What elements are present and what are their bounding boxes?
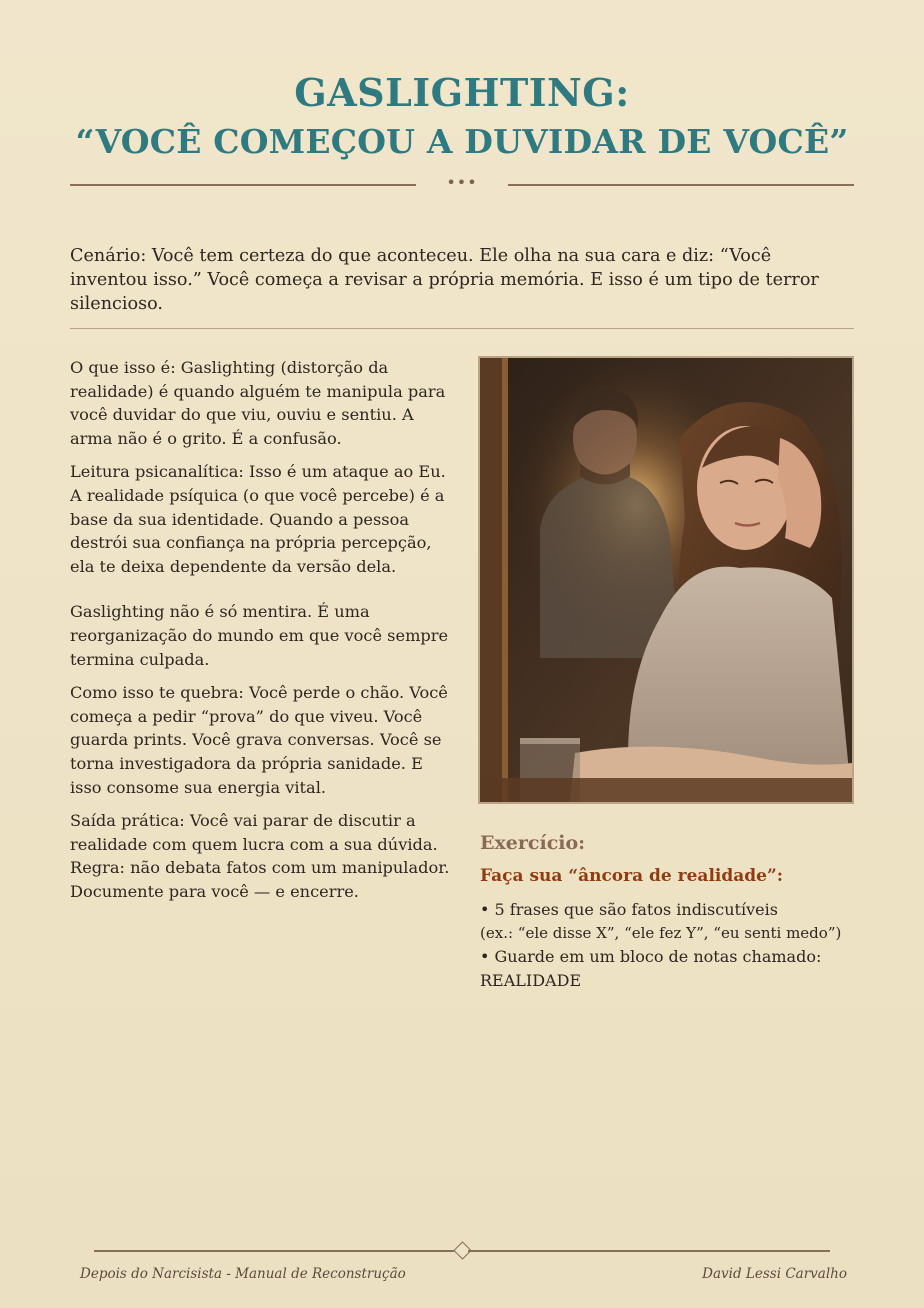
psychoanalytic-paragraph: Leitura psicanalítica: Isso é um ataque ao Eu. A realidade psíquica (o que você percebe) é a base da sua identidade. Quando a pessoa destrói sua confiança na própria percepção, ela te deixa dependente da versão dela. <box>70 462 446 576</box>
page-title: GASLIGHTING: <box>294 70 630 115</box>
exercise-list <box>480 898 860 992</box>
how-it-breaks-paragraph: Como isso te quebra: Você perde o chão. Você começa a pedir “prova” do que viveu. Você guarda prints. Você grava conversas. Você se torna investigadora da própria sanidade. E isso consome sua energia vital. <box>70 683 448 797</box>
title-divider-right <box>508 184 854 186</box>
intro-paragraph: Cenário: Você tem certeza do que aconteceu. Ele olha na sua cara e diz: “Você inventou isso.” Você começa a revisar a própria memória. E isso é um tipo de terror silencioso. <box>70 246 819 314</box>
footer-author: David Lessi Carvalho <box>702 1266 847 1282</box>
exercise-item-notes-name: REALIDADE <box>480 970 582 990</box>
left-column <box>70 356 450 903</box>
not-just-lies-paragraph: Gaslighting não é só mentira. É uma reorganização do mundo em que você sempre termina culpada. <box>70 602 449 669</box>
exercise-item-notes: • Guarde em um bloco de notas chamado: <box>480 947 822 966</box>
practical-exit-paragraph: Saída prática: Você vai parar de discutir a realidade com quem lucra com a sua dúvida. <box>70 811 438 854</box>
title-divider-ornament: ••• <box>446 173 478 192</box>
exercise-item-facts: • 5 frases que são fatos indiscutíveis <box>480 900 778 919</box>
exercise-subtitle: Faça sua “âncora de realidade”: <box>480 866 784 886</box>
exercise-title: Exercício: <box>480 832 586 854</box>
illustration-woman-mirror <box>480 358 852 802</box>
rule-paragraph: Regra: não debata fatos com um manipulador. Documente para você — e encerre. <box>70 858 450 901</box>
exercise-item-facts-example: (ex.: “ele disse X”, “ele fez Y”, “eu senti medo”) <box>480 923 842 942</box>
definition-paragraph: O que isso é: Gaslighting (distorção da realidade) é quando alguém te manipula para você duvidar do que viu, ouviu e sentiu. A arma não é o grito. É a confusão. <box>70 358 446 448</box>
intro-divider <box>70 328 854 329</box>
footer-book-title: Depois do Narcisista - Manual de Reconstrução <box>80 1266 406 1282</box>
page-subtitle: “VOCÊ COMEÇOU A DUVIDAR DE VOCÊ” <box>75 122 849 161</box>
illustration-woman-mirror-image <box>478 356 854 804</box>
footer-divider-right <box>468 1250 830 1252</box>
footer-divider-left <box>94 1250 456 1252</box>
title-divider-left <box>70 184 416 186</box>
